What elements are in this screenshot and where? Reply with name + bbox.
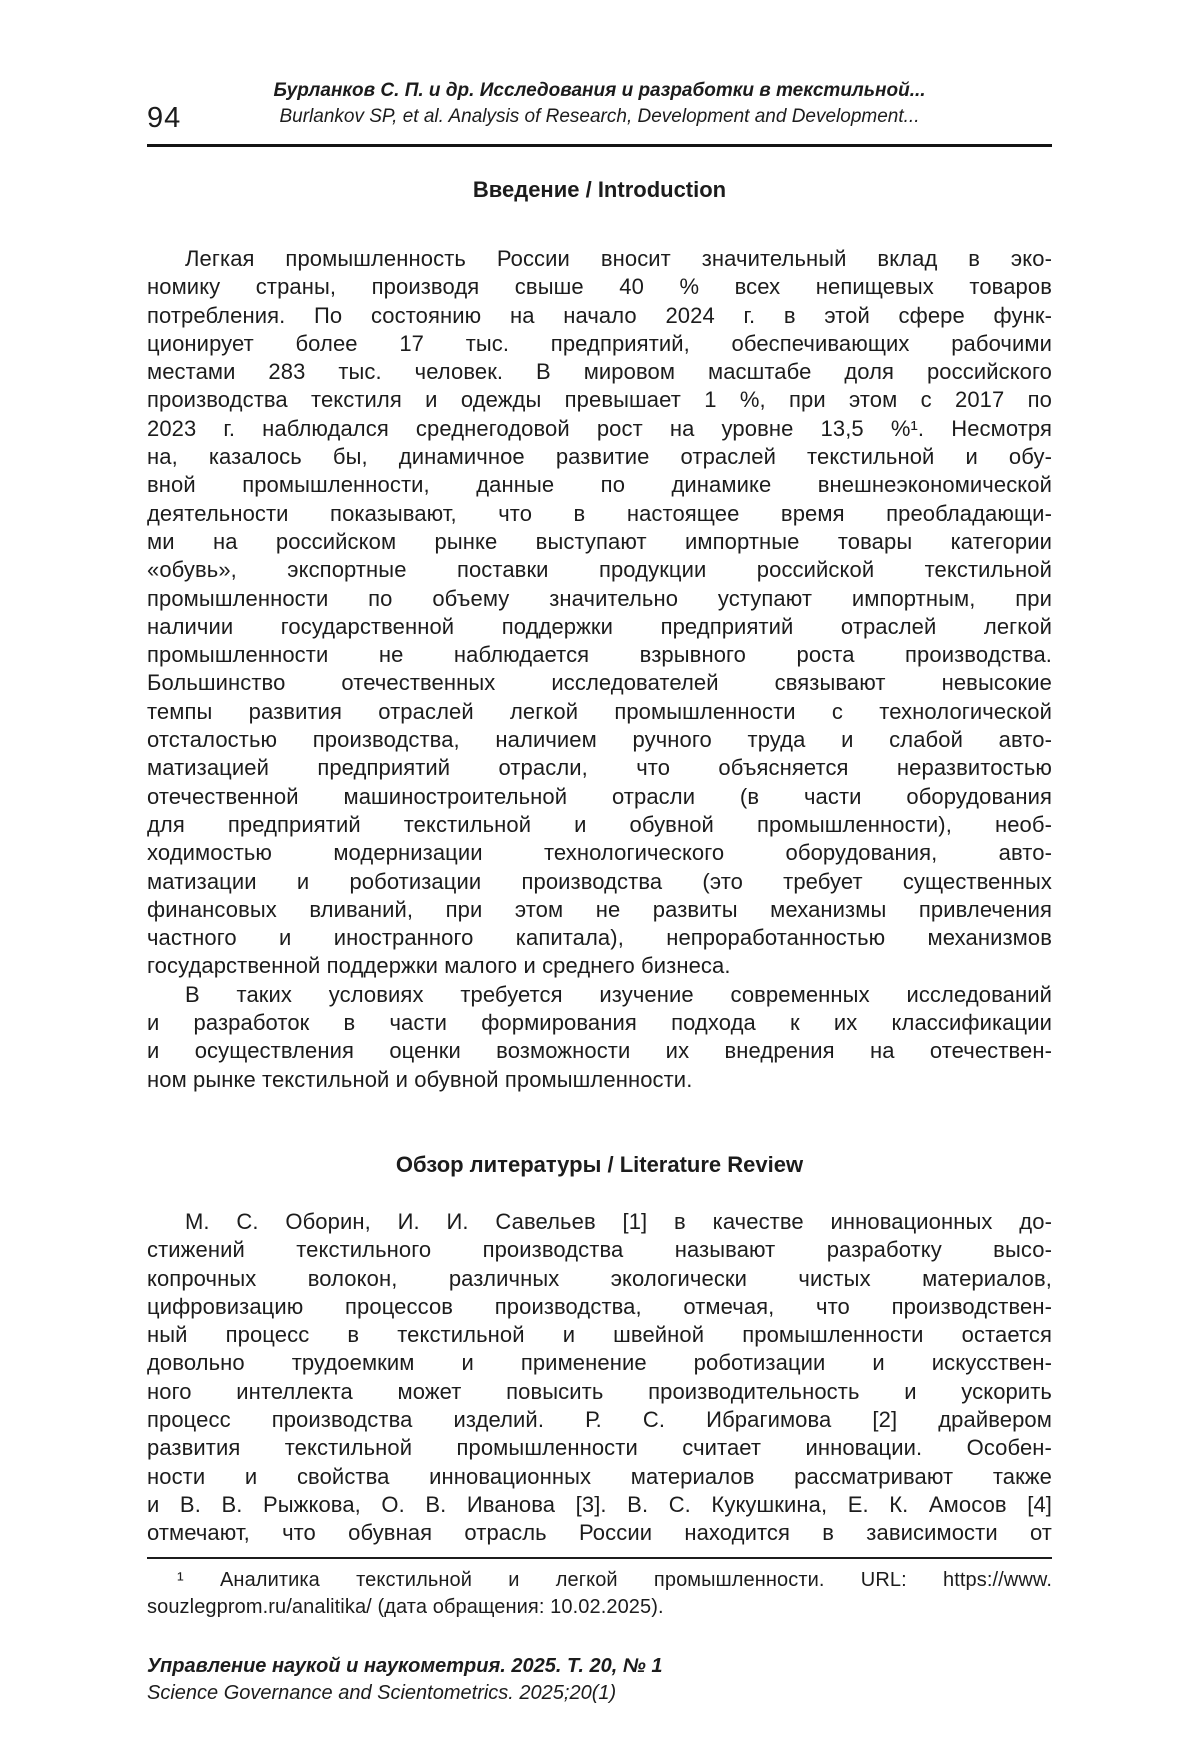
text-line: развития текстильной промышленности считает инновации. Особен-	[147, 1435, 1052, 1461]
literature-paragraph-1	[147, 1208, 1052, 1548]
page-number: 94	[147, 102, 182, 134]
text-line: В таких условиях требуется изучение современных исследований	[185, 981, 1052, 1007]
text-line: производства текстиля и одежды превышает 1 %, при этом с 2017 по	[147, 387, 1052, 413]
text-line: ного интеллекта может повысить производительность и ускорить	[147, 1378, 1052, 1404]
text-line: деятельности показывают, что в настоящее время преобладающи-	[147, 500, 1052, 526]
text-line: промышленности не наблюдается взрывного роста производства.	[147, 642, 1052, 668]
section-heading-introduction: Введение / Introduction	[472, 177, 727, 202]
text-line: отмечают, что обувная отрасль России находится в зависимости от	[147, 1520, 1052, 1546]
text-line: матизацией предприятий отрасли, что объясняется неразвитостью	[147, 755, 1052, 781]
footnote	[147, 1567, 1052, 1621]
text-line: копрочных волокон, различных экологически чистых материалов,	[147, 1265, 1052, 1291]
text-line: ходимостью модернизации технологического оборудования, авто-	[147, 840, 1052, 866]
text-line: Большинство отечественных исследователей связывают невысокие	[147, 670, 1052, 696]
text-line: для предприятий текстильной и обувной промышленности), необ-	[147, 811, 1052, 837]
journal-footer	[147, 1653, 1052, 1707]
text-line: М. С. Оборин, И. И. Савельев [1] в качестве инновационных до-	[185, 1208, 1052, 1234]
text-line: матизации и роботизации производства (это требует существенных	[147, 868, 1052, 894]
text-line: ми на российском рынке выступают импортные товары категории	[147, 528, 1052, 554]
text-line: отечественной машиностроительной отрасли (в части оборудования	[147, 783, 1052, 809]
text-line: наличии государственной поддержки предприятий отраслей легкой	[147, 613, 1052, 639]
journal-title-russian: Управление наукой и наукометрия. 2025. Т. 20, № 1	[147, 1655, 663, 1678]
text-line: «обувь», экспортные поставки продукции российской текстильной	[147, 557, 1052, 583]
text-line: финансовых вливаний, при этом не развиты механизмы привлечения	[147, 896, 1052, 922]
footnote-rule	[147, 1557, 1052, 1559]
text-line: 2023 г. наблюдался среднегодовой рост на уровне 13,5 %¹. Несмотря	[147, 415, 1052, 441]
text-line: и осуществления оценки возможности их внедрения на отечествен-	[147, 1038, 1052, 1064]
text-line: стижений текстильного производства называют разработку высо-	[147, 1237, 1052, 1263]
text-line: местами 283 тыс. человек. В мировом масштабе доля российского	[147, 359, 1052, 385]
text-line: souzlegprom.ru/analitika/ (дата обращения: 10.02.2025).	[147, 1596, 664, 1619]
introduction-paragraph-1	[147, 245, 1052, 981]
text-line: ном рынке текстильной и обувной промышленности.	[147, 1066, 693, 1092]
text-line: частного и иностранного капитала), непроработанностью механизмов	[147, 925, 1052, 951]
text-line: процесс производства изделий. Р. С. Ибрагимова [2] драйвером	[147, 1406, 1052, 1432]
text-line: и В. В. Рыжкова, О. В. Иванова [3]. В. С. Кукушкина, Е. К. Амосов [4]	[147, 1491, 1052, 1517]
text-line: вной промышленности, данные по динамике внешнеэкономической	[147, 472, 1052, 498]
text-line: потребления. По состоянию на начало 2024 г. в этой сфере функ-	[147, 302, 1052, 328]
running-head-english: Burlankov SP, et al. Analysis of Research, Development and Development...	[279, 106, 920, 127]
text-line: довольно трудоемким и применение роботизации и искусствен-	[147, 1350, 1052, 1376]
section-heading-literature-review: Обзор литературы / Literature Review	[395, 1151, 804, 1177]
text-line: цифровизацию процессов производства, отмечая, что производствен-	[147, 1293, 1052, 1319]
text-line: на, казалось бы, динамичное развитие отраслей текстильной и обу-	[147, 444, 1052, 470]
text-line: номику страны, производя свыше 40 % всех непищевых товаров	[147, 274, 1052, 300]
running-head-russian: Бурланков С. П. и др. Исследования и разработки в текстильной...	[273, 80, 926, 101]
text-line: ный процесс в текстильной и швейной промышленности остается	[147, 1322, 1052, 1348]
text-line: ности и свойства инновационных материалов рассматривают также	[147, 1463, 1052, 1489]
introduction-paragraph-2	[147, 981, 1052, 1094]
text-line: темпы развития отраслей легкой промышленности с технологической	[147, 698, 1052, 724]
text-line: ционирует более 17 тыс. предприятий, обеспечивающих рабочими	[147, 330, 1052, 356]
text-line: и разработок в части формирования подхода к их классификации	[147, 1010, 1052, 1036]
text-line: ¹ Аналитика текстильной и легкой промышленности. URL: https://www.	[177, 1569, 1052, 1592]
text-line: промышленности по объему значительно уступают импортным, при	[147, 585, 1052, 611]
header-rule	[147, 144, 1052, 147]
text-block	[147, 0, 1052, 1707]
text-line: отсталостью производства, наличием ручного труда и слабой авто-	[147, 727, 1052, 753]
journal-title-english: Science Governance and Scientometrics. 2025;20(1)	[147, 1682, 617, 1705]
text-line: государственной поддержки малого и среднего бизнеса.	[147, 953, 731, 979]
running-head	[147, 0, 1052, 134]
text-line: Легкая промышленность России вносит значительный вклад в эко-	[185, 246, 1052, 271]
